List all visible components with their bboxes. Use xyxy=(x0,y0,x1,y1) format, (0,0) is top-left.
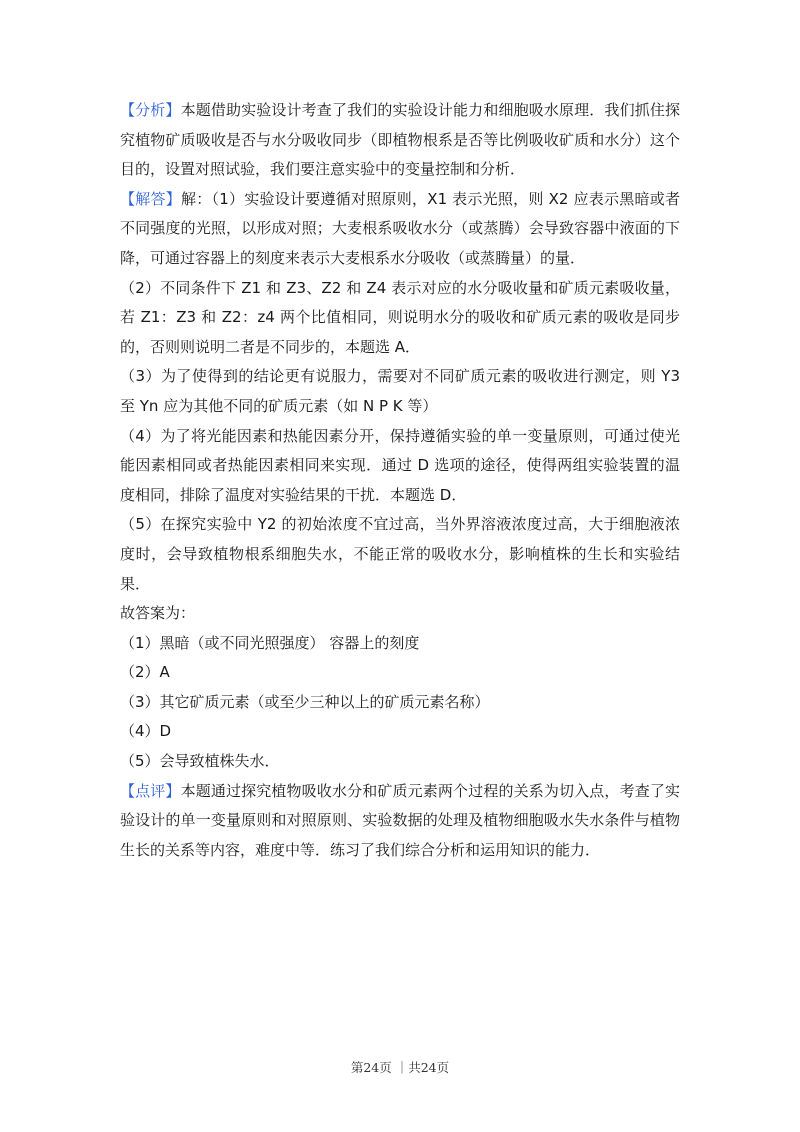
final-answer-1: （1）黑暗（或不同光照强度） 容器上的刻度 xyxy=(120,633,420,652)
answer-text: 解：（1）实验设计要遵循对照原则，X1 表示光照，则 X2 应表示黑暗或者不同强度的光照，以形成对照；大麦根系吸收水分（或蒸腾）会导致容器中液面的下降，可通过容器上的刻度来表示大麦根系水分吸收（或蒸腾量）的量． xyxy=(120,189,680,267)
answer-part-4: （4）为了将光能因素和热能因素分开，保持遵循实验的单一变量原则，可通过使光能因素相同或者热能因素相同来实现．通过 D 选项的途径，使得两组实验装置的温度相同，排除了温度对实验结果的干扰．本题选 D． xyxy=(120,426,680,504)
answer-paragraph xyxy=(120,185,680,274)
answer-part-2: （2）不同条件下 Z1 和 Z3、Z2 和 Z4 表示对应的水分吸收量和矿质元素吸收量，若 Z1：Z3 和 Z2：z4 两个比值相同，则说明水分的吸收和矿质元素的吸收是同步的，否则则说明二者是不同步的，本题选 A． xyxy=(120,278,680,356)
answers-heading: 故答案为： xyxy=(120,604,196,623)
comment-tag: 【点评】 xyxy=(120,781,181,800)
answer-tag: 【解答】 xyxy=(120,189,181,208)
final-answer-5: （5）会导致植株失水． xyxy=(120,752,280,771)
analysis-paragraph xyxy=(120,96,680,185)
final-answer-3: （3）其它矿质元素（或至少三种以上的矿质元素名称） xyxy=(120,692,490,711)
analysis-text: 本题借助实验设计考查了我们的实验设计能力和细胞吸水原理．我们抓住探究植物矿质吸收是否与水分吸收同步（即植物根系是否等比例吸收矿质和水分）这个目的，设置对照试验，我们要注意实验中的变量控制和分析． xyxy=(120,101,680,179)
page-footer: 第24页 ｜共24页 xyxy=(350,1060,450,1075)
solution-content xyxy=(120,96,680,865)
comment-text: 本题通过探究植物吸收水分和矿质元素两个过程的关系为切入点，考查了实验设计的单一变量原则和对照原则、实验数据的处理及植物细胞吸水失水条件与植物生长的关系等内容，难度中等．练习了我们综合分析和运用知识的能力． xyxy=(120,781,680,859)
analysis-tag: 【分析】 xyxy=(120,101,181,119)
answer-part-5: （5）在探究实验中 Y2 的初始浓度不宜过高，当外界溶液浓度过高，大于细胞液浓度时，会导致植物根系细胞失水，不能正常的吸收水分，影响植株的生长和实验结果． xyxy=(120,515,680,593)
final-answer-4: （4）D xyxy=(120,722,172,741)
comment-paragraph xyxy=(120,777,680,866)
answer-part-3: （3）为了使得到的结论更有说服力，需要对不同矿质元素的吸收进行测定，则 Y3 至 Yn 应为其他不同的矿质元素（如 N P K 等） xyxy=(120,367,680,415)
final-answer-2: （2）A xyxy=(120,663,170,682)
